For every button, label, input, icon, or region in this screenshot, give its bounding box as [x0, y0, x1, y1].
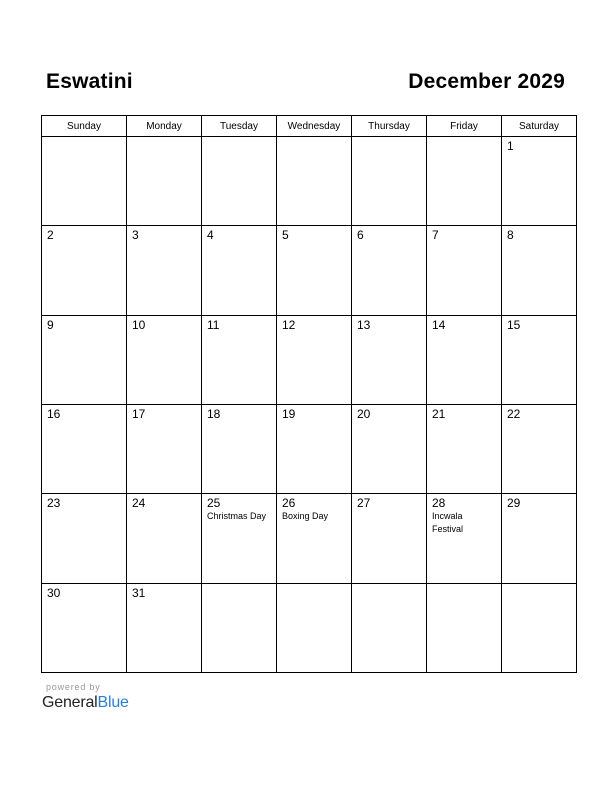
- generalblue-logo: [42, 694, 129, 712]
- day-cell: [502, 494, 577, 583]
- month-year-title: December 2029: [408, 70, 565, 93]
- day-cell: [202, 494, 277, 583]
- weekday-header-thursday: Thursday: [352, 116, 427, 137]
- week-row: [42, 494, 577, 583]
- day-cell: [127, 404, 202, 493]
- weekday-header-monday: Monday: [127, 116, 202, 137]
- day-cell: [127, 137, 202, 226]
- day-number: 23: [47, 496, 61, 511]
- day-cell: [42, 137, 127, 226]
- day-cell: [427, 226, 502, 315]
- day-cell: [502, 137, 577, 226]
- day-cell: [352, 315, 427, 404]
- day-number: 17: [132, 406, 146, 421]
- week-row: [42, 404, 577, 493]
- country-title: Eswatini: [46, 70, 133, 93]
- day-cell: [502, 226, 577, 315]
- holiday-label: Christmas Day: [207, 511, 267, 522]
- day-cell: [202, 226, 277, 315]
- day-number: 12: [282, 317, 296, 332]
- day-cell: [352, 404, 427, 493]
- weekday-header-friday: Friday: [427, 116, 502, 137]
- day-cell: [277, 315, 352, 404]
- day-cell: [127, 226, 202, 315]
- day-cell: [202, 583, 277, 672]
- day-number: 18: [207, 406, 221, 421]
- day-cell: [352, 583, 427, 672]
- day-cell: [427, 494, 502, 583]
- day-number: 15: [507, 317, 521, 332]
- week-row: [42, 315, 577, 404]
- weekday-header-saturday: Saturday: [502, 116, 577, 137]
- logo-text-general: General: [42, 694, 98, 711]
- day-cell: [42, 315, 127, 404]
- day-cell: [127, 583, 202, 672]
- day-number: 31: [132, 585, 146, 600]
- day-number: 26: [282, 496, 296, 511]
- day-cell: [202, 315, 277, 404]
- day-cell: [127, 315, 202, 404]
- day-cell: [427, 404, 502, 493]
- day-cell: [277, 137, 352, 226]
- day-cell: [42, 404, 127, 493]
- calendar-body: [42, 137, 577, 673]
- day-cell: [502, 315, 577, 404]
- holiday-label: Incwala Festival: [432, 511, 464, 535]
- day-number: 21: [432, 406, 446, 421]
- weekday-header-row: [42, 116, 577, 137]
- day-cell: [352, 137, 427, 226]
- day-cell: [202, 404, 277, 493]
- day-number: 20: [357, 406, 371, 421]
- day-number: 7: [432, 228, 439, 243]
- day-cell: [352, 494, 427, 583]
- day-number: 29: [507, 496, 521, 511]
- day-number: 28: [432, 496, 446, 511]
- holiday-label: Boxing Day: [282, 511, 329, 522]
- powered-by-label: powered by: [46, 682, 101, 692]
- day-number: 14: [432, 317, 446, 332]
- day-number: 8: [507, 228, 514, 243]
- weekday-header-wednesday: Wednesday: [277, 116, 352, 137]
- day-cell: [427, 137, 502, 226]
- day-cell: [42, 583, 127, 672]
- calendar-grid: [41, 115, 577, 673]
- day-cell: [277, 404, 352, 493]
- day-cell: [277, 494, 352, 583]
- day-number: 2: [47, 228, 54, 243]
- day-number: 25: [207, 496, 221, 511]
- day-number: 1: [507, 139, 514, 153]
- day-number: 9: [47, 317, 54, 332]
- day-number: 5: [282, 228, 289, 243]
- day-cell: [427, 315, 502, 404]
- day-number: 4: [207, 228, 214, 243]
- day-cell: [502, 404, 577, 493]
- day-cell: [502, 583, 577, 672]
- week-row: [42, 137, 577, 226]
- day-number: 10: [132, 317, 146, 332]
- day-number: 11: [207, 317, 220, 332]
- week-row: [42, 226, 577, 315]
- week-row: [42, 583, 577, 672]
- day-number: 6: [357, 228, 364, 243]
- day-number: 19: [282, 406, 296, 421]
- day-cell: [352, 226, 427, 315]
- day-cell: [277, 583, 352, 672]
- day-number: 22: [507, 406, 521, 421]
- day-number: 13: [357, 317, 371, 332]
- day-number: 30: [47, 585, 61, 600]
- day-cell: [427, 583, 502, 672]
- day-cell: [202, 137, 277, 226]
- day-number: 24: [132, 496, 146, 511]
- day-cell: [42, 226, 127, 315]
- day-number: 16: [47, 406, 61, 421]
- weekday-header-sunday: Sunday: [42, 116, 127, 137]
- day-number: 27: [357, 496, 371, 511]
- day-number: 3: [132, 228, 139, 243]
- day-cell: [127, 494, 202, 583]
- logo-text-blue: Blue: [97, 694, 129, 711]
- day-cell: [42, 494, 127, 583]
- day-cell: [277, 226, 352, 315]
- weekday-header-tuesday: Tuesday: [202, 116, 277, 137]
